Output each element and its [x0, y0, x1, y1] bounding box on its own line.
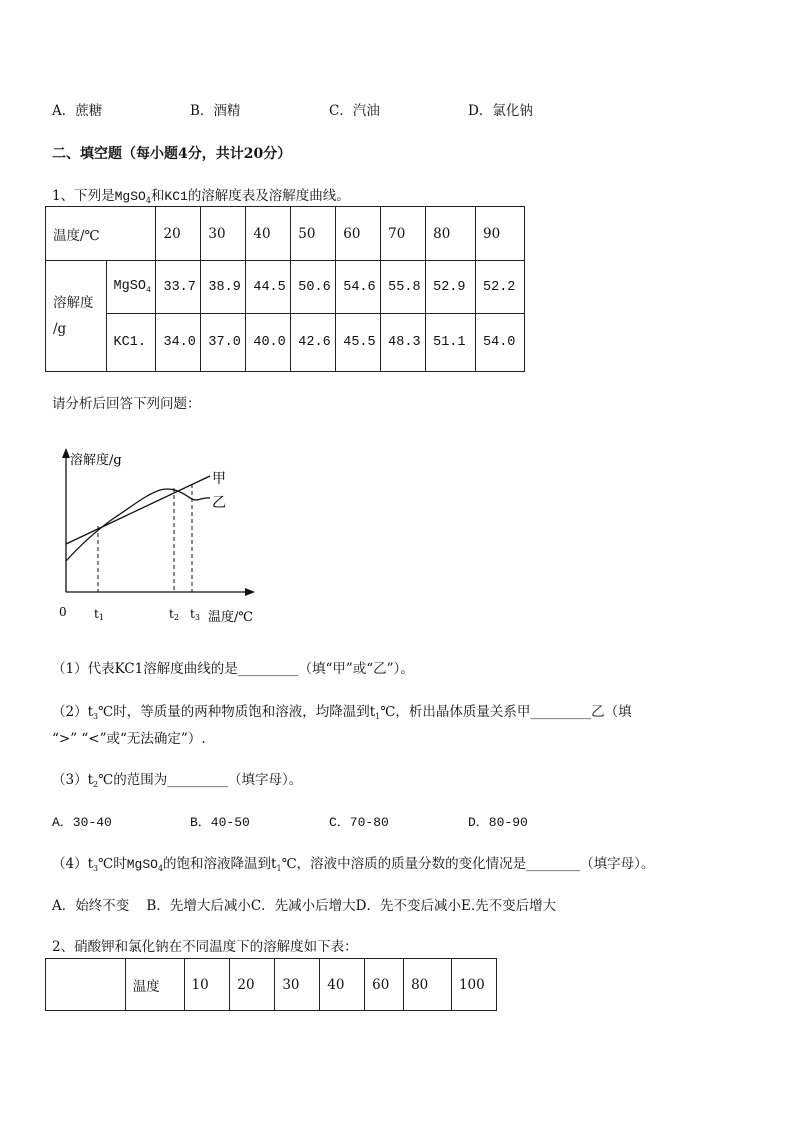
sub-question-2	[52, 700, 632, 721]
kcl-cell: 40.0	[246, 314, 291, 372]
temp-header: 温度/℃	[46, 207, 156, 261]
q2-temp-header: 温度	[125, 959, 184, 1011]
y-axis-label: 溶解度/g	[70, 453, 122, 468]
q2-temp-cell: 60	[365, 959, 404, 1011]
solubility-curve-diagram	[40, 440, 280, 630]
q2-header-row	[46, 959, 497, 1011]
t3-label	[190, 607, 200, 622]
kcl-cell: 54.0	[476, 314, 525, 372]
t3-label-sub: 3	[194, 613, 200, 622]
option-c: C．汽油	[329, 103, 380, 119]
sub3-a: （3）t	[52, 772, 94, 788]
q2-temp-cell: 40	[320, 959, 365, 1011]
temp-cell: 50	[291, 207, 336, 261]
sub-question-2-line2: “>” “<”或“无法确定”）.	[52, 731, 206, 747]
q1-intro-b: 和	[150, 188, 165, 204]
t1-label-text: t	[94, 607, 99, 621]
sub4-formula-sub: 4	[157, 864, 164, 873]
q2-temp-cell: 100	[451, 959, 496, 1011]
q1-intro-c: 的溶解度表及溶解度曲线。	[187, 188, 350, 204]
kcl-cell: 37.0	[201, 314, 246, 372]
t1-label-sub: 1	[98, 613, 104, 622]
t2-label	[169, 607, 179, 622]
q2-temp-cell: 10	[184, 959, 230, 1011]
mgso4-cell: 33.7	[156, 261, 201, 314]
q2-intro: 2、硝酸钾和氯化钠在不同温度下的溶解度如下表：	[52, 939, 358, 955]
temp-cell: 70	[381, 207, 426, 261]
solubility-table	[45, 206, 525, 372]
sub3-option-b: B．40-50	[190, 815, 250, 830]
q2-temp-cell: 20	[230, 959, 275, 1011]
sub4-b: ℃时	[98, 856, 127, 872]
mgso4-label-text: MgSO	[113, 279, 146, 294]
table-header-row	[46, 207, 525, 261]
sub3-option-a: A．30-40	[52, 815, 112, 830]
kcl-cell: 45.5	[336, 314, 381, 372]
sub2-sub-b: 1	[375, 712, 381, 721]
sub3-sub: 2	[93, 780, 99, 789]
temp-cell: 60	[336, 207, 381, 261]
mgso4-cell: 52.2	[476, 261, 525, 314]
sub4-c: 的饱和溶液降温到t	[163, 856, 277, 872]
q1-intro-a: 1、下列是	[52, 188, 115, 204]
sub-question-3	[52, 768, 302, 789]
table-row-mgso4	[46, 261, 525, 314]
t1-label	[94, 607, 104, 622]
t2-label-text: t	[169, 607, 174, 621]
sub2-c: ℃，析出晶体质量关系甲_________乙（填	[380, 704, 632, 720]
q1-intro-formula-sub: 4	[145, 196, 151, 205]
sub4-a: （4）t	[52, 856, 94, 872]
sub3-option-c: C．70-80	[329, 815, 389, 830]
x-axis-arrow	[245, 588, 255, 596]
label-yi: 乙	[212, 495, 226, 511]
table-row-kcl	[46, 314, 525, 372]
origin-label: 0	[59, 605, 67, 619]
mgso4-cell: 55.8	[381, 261, 426, 314]
sub2-a: （2）t	[52, 704, 94, 720]
y-axis-arrow	[62, 448, 70, 458]
t3-label-text: t	[190, 607, 195, 621]
mgso4-cell: 50.6	[291, 261, 336, 314]
curve-yi	[66, 489, 210, 561]
mgso4-cell: 38.9	[201, 261, 246, 314]
q2-empty-cell	[46, 959, 126, 1011]
mgso4-cell: 54.6	[336, 261, 381, 314]
sub3-b: ℃的范围为_________（填字母）。	[98, 772, 303, 788]
t2-label-sub: 2	[173, 613, 179, 622]
mgso4-cell: 44.5	[246, 261, 291, 314]
sub4-options: A．始终不变 B．先增大后减小C．先减小后增大D．先不变后减小E.先不变后增大	[52, 898, 557, 914]
q1-prompt: 请分析后回答下列问题：	[52, 396, 201, 412]
temp-cell: 80	[426, 207, 476, 261]
section-heading: 二、填空题（每小题4分，共计20分）	[52, 146, 292, 162]
kcl-label: KC1.	[106, 314, 156, 372]
q1-intro-kcl: KC1	[164, 189, 188, 204]
q2-temp-cell: 80	[404, 959, 452, 1011]
sub4-formula: MgSO	[126, 857, 158, 872]
kcl-cell: 34.0	[156, 314, 201, 372]
mgso4-cell: 52.9	[426, 261, 476, 314]
q2-temp-cell: 30	[275, 959, 320, 1011]
solubility-label-2: /g	[53, 321, 67, 337]
temp-cell: 90	[476, 207, 525, 261]
kcl-cell: 51.1	[426, 314, 476, 372]
q1-intro-formula: MgSO	[114, 189, 146, 204]
mgso4-label	[106, 261, 156, 314]
sub2-sub-a: 3	[93, 712, 99, 721]
temp-cell: 40	[246, 207, 291, 261]
sub3-option-d: D．80-90	[468, 815, 528, 830]
temp-cell: 30	[201, 207, 246, 261]
option-b: B．酒精	[190, 103, 241, 119]
kcl-cell: 48.3	[381, 314, 426, 372]
option-d: D．氯化钠	[468, 103, 533, 119]
sub2-b: ℃时，等质量的两种物质饱和溶液，均降温到t	[98, 704, 376, 720]
sub-question-1: （1）代表KC1溶解度曲线的是_________（填“甲”或“乙”）。	[52, 661, 414, 677]
curve-jia	[66, 476, 210, 544]
sub4-sub-b: 1	[276, 864, 282, 873]
mgso4-label-sub: 4	[145, 286, 151, 295]
kcl-cell: 42.6	[291, 314, 336, 372]
solubility-label-1: 溶解度	[53, 295, 94, 311]
temp-cell: 20	[156, 207, 201, 261]
q2-table	[45, 958, 497, 1011]
x-axis-label: 温度/℃	[208, 610, 253, 625]
sub4-d: ℃，溶液中溶质的质量分数的变化情况是________（填字母）。	[281, 856, 655, 872]
sub4-sub-a: 3	[93, 864, 99, 873]
solubility-row-label	[46, 261, 107, 372]
label-jia: 甲	[212, 471, 226, 487]
option-a: A．蔗糖	[52, 103, 103, 119]
q1-intro	[52, 184, 350, 205]
sub-question-4	[52, 852, 654, 873]
